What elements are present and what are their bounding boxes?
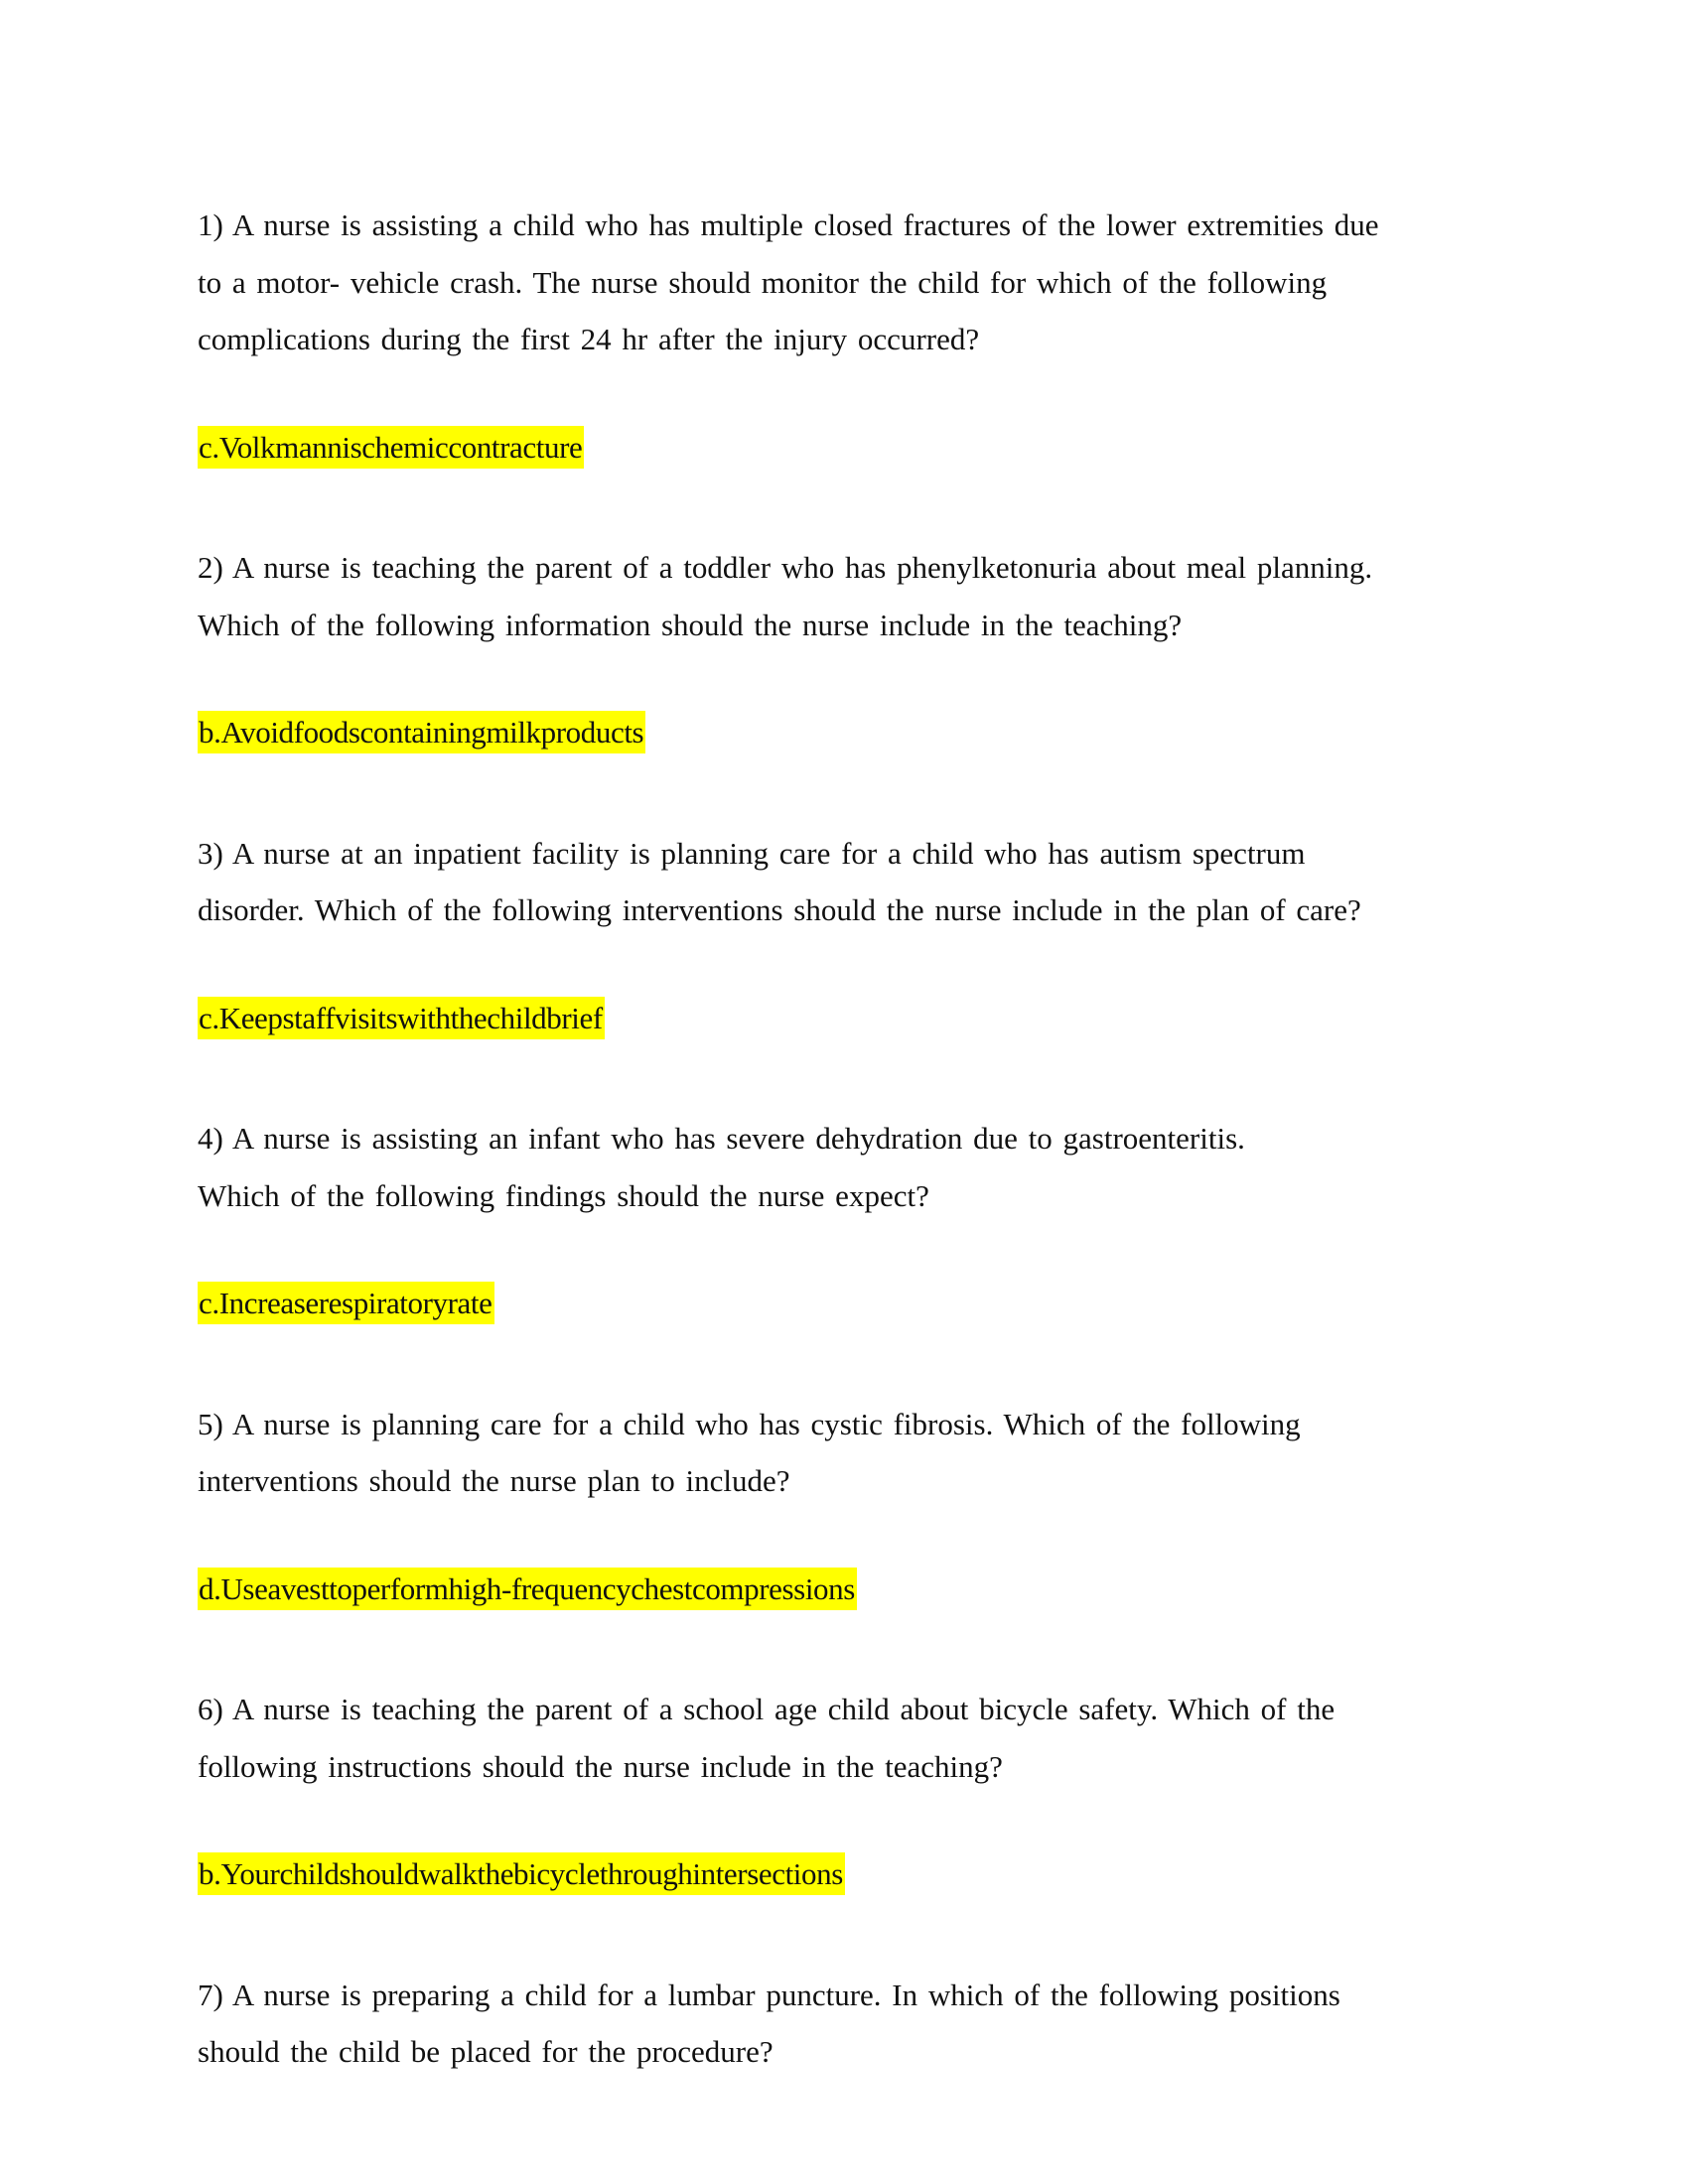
question-1 [198,197,1488,481]
question-text-line: 3) A nurse at an inpatient facility is planning care for a child who has autism spectrum [198,835,1306,871]
question-4 [198,1110,1488,1338]
answer-1 [198,425,1488,482]
question-text-line: interventions should the nurse plan to include? [198,1463,790,1498]
question-6 [198,1681,1488,1909]
question-text-line: 4) A nurse is assisting an infant who has severe dehydration due to gastroenteritis. [198,1121,1245,1156]
question-list [198,197,1488,2081]
answer-4 [198,1281,1488,1338]
highlighted-answer: c.Increaserespiratoryrate [198,1282,494,1324]
question-text-line: 5) A nurse is planning care for a child who has cystic fibrosis. Which of the following [198,1406,1301,1441]
question-text-line: 1) A nurse is assisting a child who has multiple closed fractures of the lower extremities due [198,207,1379,242]
question-3 [198,825,1488,1053]
question-2 [198,539,1488,767]
question-text-line: Which of the following information should the nurse include in the teaching? [198,607,1183,642]
highlighted-answer: d.Useavesttoperformhigh-frequencychestcompressions [198,1568,857,1610]
question-text-line: disorder. Which of the following interventions should the nurse include in the plan of care? [198,892,1361,927]
question-text-line: 2) A nurse is teaching the parent of a toddler who has phenylketonuria about meal planning. [198,550,1373,585]
question-5 [198,1396,1488,1624]
answer-3 [198,996,1488,1053]
question-7 [198,1967,1488,2081]
answer-2 [198,710,1488,767]
question-text-line: following instructions should the nurse include in the teaching? [198,1748,1003,1784]
question-text-line: 6) A nurse is teaching the parent of a school age child about bicycle safety. Which of the [198,1692,1336,1726]
question-text-line: 7) A nurse is preparing a child for a lumbar puncture. In which of the following positions [198,1977,1340,2012]
highlighted-answer: c.Keepstaffvisitswiththechildbrief [198,997,605,1039]
answer-5 [198,1567,1488,1624]
answer-6 [198,1851,1488,1909]
highlighted-answer: b.Avoidfoodscontainingmilkproducts [198,711,645,753]
question-text-line: to a motor- vehicle crash. The nurse should monitor the child for which of the following [198,264,1328,300]
question-text-line: should the child be placed for the procedure? [198,2034,774,2069]
question-text-line: Which of the following findings should the nurse expect? [198,1177,929,1213]
highlighted-answer: b.Yourchildshouldwalkthebicyclethroughintersections [198,1852,845,1895]
highlighted-answer: c.Volkmannischemiccontracture [198,426,584,469]
question-text-line: complications during the first 24 hr after the injury occurred? [198,322,980,356]
